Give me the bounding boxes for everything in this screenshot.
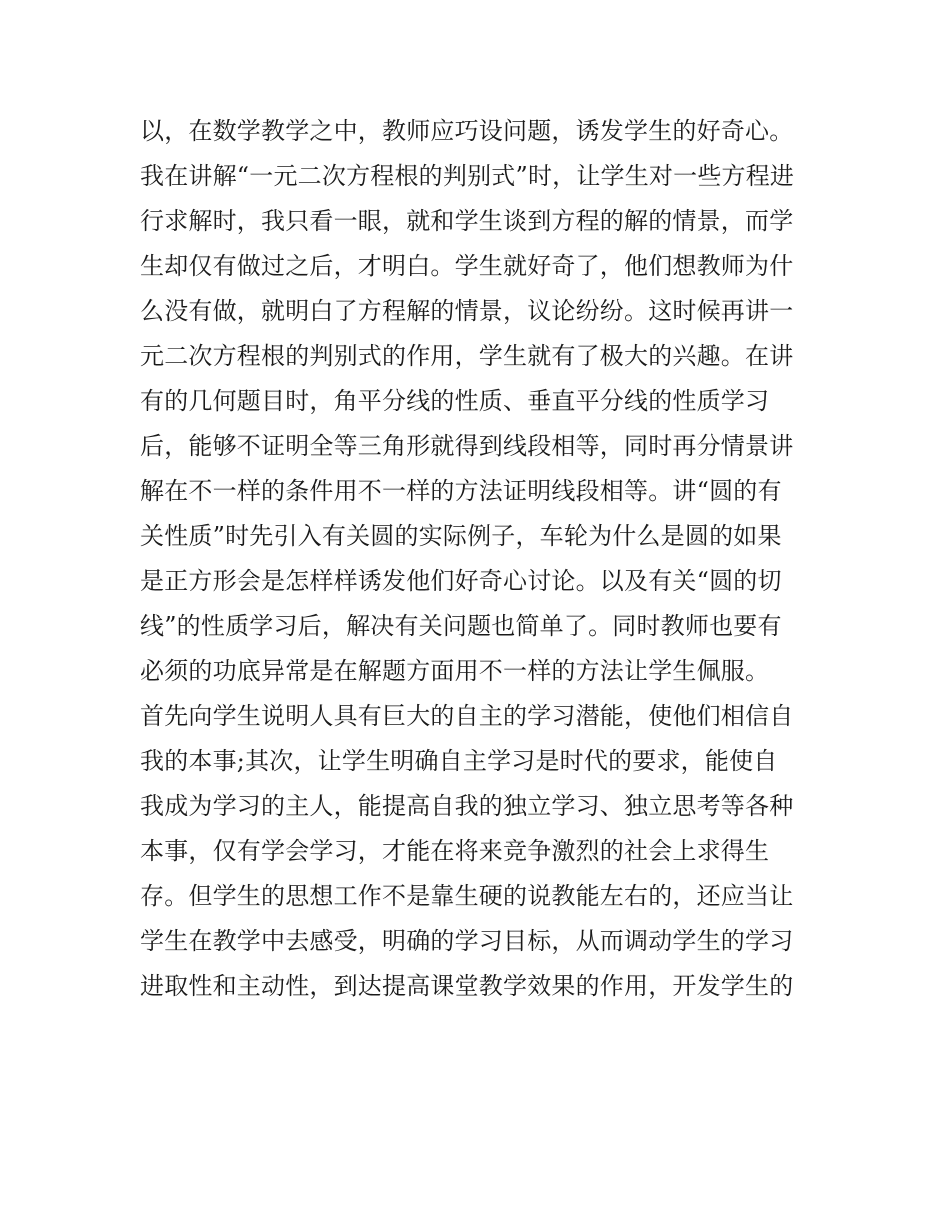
text-line: 存。但学生的思想工作不是靠生硬的说教能左右的，还应当让 [140,882,794,910]
text-line: 必须的功底异常是在解题方面用不一样的方法让学生佩服。 [140,657,770,685]
text-line: 首先向学生说明人具有巨大的自主的学习潜能，使他们相信自 [140,702,794,730]
body-text [140,109,820,1009]
text-line: 以，在数学教学之中，教师应巧设问题，诱发学生的好奇心。 [140,117,794,145]
text-line: 解在不一样的条件用不一样的方法证明线段相等。讲“圆的有 [140,477,782,505]
text-line: 进取性和主动性，到达提高课堂教学效果的作用，开发学生的 [140,972,794,1000]
text-line: 生却仅有做过之后，才明白。学生就好奇了，他们想教师为什 [140,252,794,280]
text-line: 关性质”时先引入有关圆的实际例子，车轮为什么是圆的如果 [140,522,782,550]
text-line: 是正方形会是怎样样诱发他们好奇心讨论。以及有关“圆的切 [140,567,782,595]
text-line: 我在讲解“一元二次方程根的判别式”时，让学生对一些方程进 [140,162,795,190]
text-line: 么没有做，就明白了方程解的情景，议论纷纷。这时候再讲一 [140,297,794,325]
text-line: 有的几何题目时，角平分线的性质、垂直平分线的性质学习 [140,387,770,415]
text-line: 后，能够不证明全等三角形就得到线段相等，同时再分情景讲 [140,432,794,460]
text-line: 本事，仅有学会学习，才能在将来竞争激烈的社会上求得生 [140,837,770,865]
text-line: 元二次方程根的判别式的作用，学生就有了极大的兴趣。在讲 [140,342,794,370]
text-line: 我的本事;其次，让学生明确自主学习是时代的要求，能使自 [140,747,778,775]
text-line: 线”的性质学习后，解决有关问题也简单了。同时教师也要有 [140,612,782,640]
text-line: 我成为学习的主人，能提高自我的独立学习、独立思考等各种 [140,792,794,820]
text-line: 学生在教学中去感受，明确的学习目标，从而调动学生的学习 [140,927,794,955]
text-line: 行求解时，我只看一眼，就和学生谈到方程的解的情景，而学 [140,207,794,235]
